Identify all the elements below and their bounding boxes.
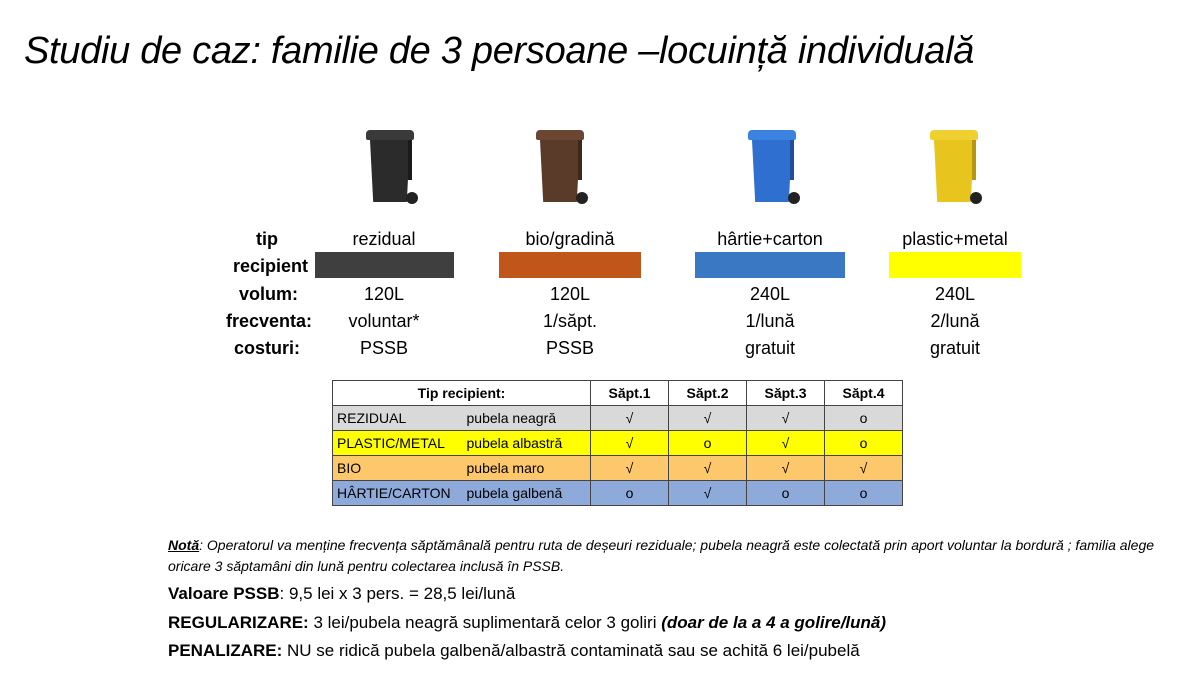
week-mark: √ [747,406,825,431]
label-costuri: costuri: [233,338,300,358]
week-mark: √ [591,456,669,481]
row-bin: pubela neagră [463,406,591,431]
color-swatch-hartie [695,252,845,278]
week-mark: √ [747,431,825,456]
costuri-bio: PSSB [545,338,595,358]
frecventa-hartie: 1/lună [745,311,795,331]
row-type: HÂRTIE/CARTON [333,481,463,506]
label-recipient: recipient [232,256,308,276]
penalizare-label: PENALIZARE: [168,641,283,660]
bin-name-rezidual: rezidual [352,229,416,249]
valoare-label: Valoare PSSB [168,584,280,603]
costuri-hartie: gratuit [744,338,796,358]
color-swatch-rezidual [315,252,454,278]
week-mark: √ [747,456,825,481]
black-bin-icon [362,130,418,208]
volum-hartie: 240L [749,284,791,304]
header-sapt4: Săpt.4 [825,381,903,406]
regularizare-emphasis: (doar de la a 4 a golire/lună) [661,613,887,632]
frecventa-bio: 1/săpt. [542,311,598,331]
regularizare-line [168,613,886,633]
bin-name-plastic: plastic+metal [902,229,1008,249]
regularizare-label: REGULARIZARE: [168,613,309,632]
volum-bio: 120L [549,284,591,304]
week-mark: o [825,481,903,506]
volum-rezidual: 120L [363,284,405,304]
header-sapt1: Săpt.1 [591,381,669,406]
week-mark: √ [669,456,747,481]
week-mark: o [591,481,669,506]
note-text: : Operatorul va menține frecvența săptămânală pentru ruta de deșeuri reziduale; pubela neagră este colectată prin aport voluntar la bordură ; familia alege oricare 3 săptamâni din lună pentru colectarea inclusă în PSSB. [168,537,1155,574]
note-paragraph [168,535,1168,577]
color-swatch-bio [499,252,641,278]
valoare-line [168,584,515,604]
row-type: BIO [333,456,463,481]
table-row [333,456,903,481]
page-title: Studiu de caz: familie de 3 persoane –locuință individuală [24,30,975,72]
row-bin: pubela galbenă [463,481,591,506]
valoare-text: : 9,5 lei x 3 pers. = 28,5 lei/lună [279,584,516,603]
costuri-plastic: gratuit [929,338,981,358]
frecventa-rezidual: voluntar* [348,311,420,331]
row-type: PLASTIC/METAL [333,431,463,456]
bin-name-hartie: hârtie+carton [717,229,823,249]
week-mark: o [825,431,903,456]
frecventa-plastic: 2/lună [930,311,980,331]
week-mark: o [747,481,825,506]
note-label: Notă [168,537,200,553]
header-tip-recipient: Tip recipient: [333,381,591,406]
week-mark: √ [825,456,903,481]
table-row [333,431,903,456]
table-header-row [333,381,903,406]
header-sapt2: Săpt.2 [669,381,747,406]
week-mark: √ [591,431,669,456]
label-volum: volum: [238,284,298,304]
collection-schedule-table [332,380,903,506]
table-row [333,481,903,506]
header-sapt3: Săpt.3 [747,381,825,406]
week-mark: o [669,431,747,456]
row-type: REZIDUAL [333,406,463,431]
week-mark: √ [669,481,747,506]
week-mark: o [825,406,903,431]
row-bin: pubela albastră [463,431,591,456]
color-swatch-plastic [889,252,1021,278]
row-bin: pubela maro [463,456,591,481]
label-frecventa: frecventa: [225,311,312,331]
week-mark: √ [591,406,669,431]
table-row [333,406,903,431]
regularizare-text: 3 lei/pubela neagră suplimentară celor 3 goliri [308,613,662,632]
penalizare-line [168,641,860,661]
yellow-bin-icon [926,130,982,208]
label-tip: tip [256,229,278,249]
volum-plastic: 240L [934,284,976,304]
penalizare-text: NU se ridică pubela galbenă/albastră contaminată sau se achită 6 lei/pubelă [282,641,860,660]
costuri-rezidual: PSSB [359,338,409,358]
blue-bin-icon [744,130,800,208]
week-mark: √ [669,406,747,431]
bin-name-bio: bio/gradină [525,229,615,249]
brown-bin-icon [532,130,588,208]
